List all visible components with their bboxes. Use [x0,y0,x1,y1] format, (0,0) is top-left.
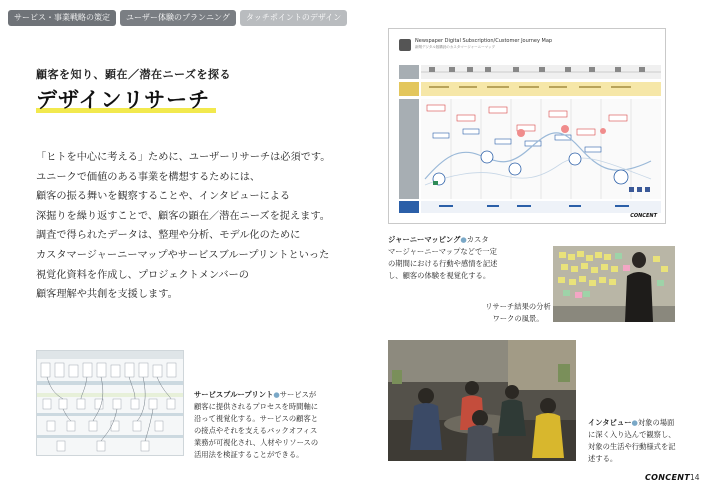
blueprint-caption-dot: ● [273,390,280,399]
page-number: 14 [690,473,700,482]
tab-ux-planning[interactable]: ユーザー体験のプランニング [120,10,236,26]
page-title: デザインリサーチ [36,88,211,112]
blueprint-caption-line: 沿って視覚化する。サービスの顧客と [194,414,319,423]
body-line: 調査で得られたデータは、整理や分析、モデル化のために [36,230,301,242]
body-line: 「ヒトを中心に考える」ために、ユーザーリサーチは必須です。 [36,152,331,163]
blueprint-caption-line: 顧客に提供されるプロセスを時間軸に [194,402,319,411]
journey-caption-term: ジャーニーマッピング [388,235,461,244]
interview-caption-term: インタビュー [588,418,632,427]
workshop-caption-line: リサーチ結果の分析 [485,302,551,311]
body-line: ユニークで価値のある事業を構想するためには、 [36,171,261,183]
journey-caption [388,234,506,282]
interview-photo [388,340,576,461]
tab-touchpoint-design[interactable]: タッチポイントのデザイン [240,10,347,26]
journey-caption-line: カスタ [466,235,489,244]
journey-map-figure [388,28,666,224]
blueprint-caption-line: 活用法を検証することができる。 [194,450,304,459]
tab-service-strategy[interactable]: サービス・事業戦略の策定 [8,10,116,26]
blueprint-caption-line: の接点やそれを支えるバックオフィス [194,426,318,435]
body-paragraph [36,148,386,305]
body-line: 深掘りを繰り返すことで、顧客の顕在／潜在ニーズを捉えます。 [36,210,330,222]
interview-caption-line: に深く入り込んで観察し、 [588,430,676,439]
journey-map-heading: Newspaper Digital Subscription/Customer Journey Map [415,38,553,44]
body-line: 顧客の振る舞いを観察することや、インタビューによる [36,191,291,203]
service-blueprint-figure [36,350,184,456]
interview-caption-line: 述する。 [588,454,618,463]
category-tabs [8,10,347,26]
workshop-photo-art [553,246,675,322]
concent-logo: CONCENT [630,213,657,219]
workshop-caption [478,301,558,325]
interview-caption-dot: ● [631,418,638,427]
section-lead: 顧客を知り、顕在／潜在ニーズを探る [36,68,231,81]
journey-map-diagram [389,29,666,224]
blueprint-caption-line: サービスが [279,390,317,399]
journey-caption-line: の期間における行動や感情を記述 [388,259,498,268]
interview-caption-line: 対象の場面 [637,418,675,427]
journey-caption-dot: ● [460,235,467,244]
body-line: 顧客理解や共創を支援します。 [36,289,178,301]
interview-caption [588,417,688,465]
body-line: 視覚化資料を作成し、プロジェクトメンバーの [36,269,249,281]
workshop-photo [553,246,675,322]
journey-caption-line: し、顧客の体験を視覚化する。 [388,271,491,280]
interview-caption-line: 対象の生活や行動様式を記 [588,442,676,451]
service-blueprint-diagram [37,351,184,456]
interview-photo-art [388,340,576,461]
journey-caption-line: マージャーニーマップなどで一定 [388,247,497,256]
workshop-caption-line: ワークの風景。 [492,314,544,323]
journey-map-subheading: 新聞デジタル版購読のカスタマージャーニーマップ [415,45,496,49]
title-block [36,86,210,114]
blueprint-caption-line: 業務が可視化され、人材やリソースの [194,438,319,447]
blueprint-caption-term: サービスブループリント [194,390,274,399]
footer-brand-logo: CONCENT [645,473,690,482]
blueprint-caption [194,389,322,461]
body-line: カスタマージャーニーマップやサービスブループリントといった [36,249,330,261]
